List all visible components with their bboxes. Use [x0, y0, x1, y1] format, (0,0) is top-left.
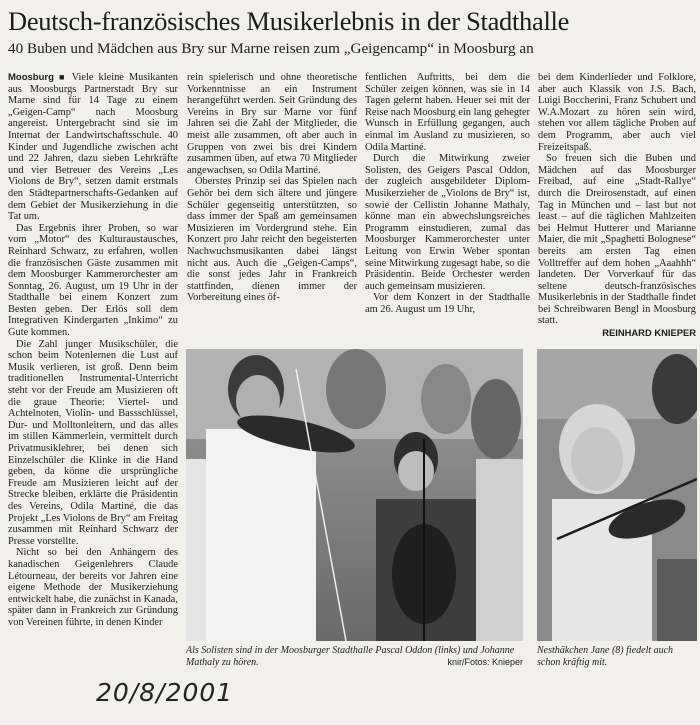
paragraph-text: Viele kleine Musikanten aus Moosburgs Partnerstadt Bry sur Marne sind für 14 Tage zu einem „Geigen-Camp“ nach Moosburg angereist. Untergebracht sind sie im Internat der Landwirtschaftsschule. 40 Kinder und Jugendliche zwischen acht und 22 Jahren, dazu sieben Lehrkräfte und vier Betreuer des Vereins „Les Violons de Bry“, setzen damit erstmals den Städtepartnerschafts-Gedanken auf dem Gebiet der Musikerziehung in die Tat um.	[8, 72, 178, 223]
photo-credit: knir/Fotos: Knieper	[447, 656, 523, 667]
paragraph: So freuen sich die Buben und Mädchen auf das Moosburger Freibad, auf eine „Stadt-Rallye“ durch die Dreirosenstadt, auf einen Tag in München und – last but not least – auf die täglichen Mahlzeiten bei Helmut Hutterer und Marianne Maier, die mit „Spaghetti Bolognese“ bereits am ersten Tag einen Volltreffer auf dem hohen „Aaahhh“ landeten. Der Vorverkauf für das seltene deutsch-französisches Musikerlebnis in der Stadthalle findet bei Schreibwaren Bengl in Moosburg statt.	[538, 153, 696, 327]
text-column-3	[365, 72, 530, 315]
paragraph: rein spielerisch und ohne theoretische Vorkenntnisse an ein Instrument herangeführt werden. Seit Gründung des Vereins in Bry sur Marne vor fünf Jahren sei die Zahl der Mitglieder, die meist alle zusammen, oft aber auch in Gruppen von zwei bis drei Kindern zusammen üben, auf etwa 70 Mitglieder angewachsen, so Odila Martiné.	[187, 72, 357, 176]
paragraph: fentlichen Auftritts, bei dem die Schüler zeigen können, was sie in 14 Tagen gelernt haben. Heuer sei mit der Reise nach Moosburg ein lang gehegter Wunsch in Erfüllung gegangen, auch einmal im Ausland zu musizieren, so Odila Martiné.	[365, 72, 530, 153]
text-column-2	[187, 72, 357, 304]
paragraph: Vor dem Konzert in der Stadthalle am 26. August um 19 Uhr,	[365, 292, 530, 315]
caption-main	[186, 645, 523, 668]
paragraph: Das Ergebnis ihrer Proben, so war vom „Motor“ des Kulturaustausches, Reinhard Schwarz, zu erfahren, wollen die französischen Gäste zusammen mit dem Moosburger Kammerorchester am Sonntag, 26. August, um 19 Uhr in der Stadthalle bei einem Konzert zum Besten geben. Der Erlös soll dem Integrativen Kindergarten „Inkimo“ zu Gute kommen.	[8, 222, 178, 339]
paragraph: Die Zahl junger Musikschüler, die schon beim Notenlernen die Lust auf Musik verlieren, ist groß. Denn beim traditionellen Instrumental-Unterricht steht vor der Freude am Musizieren oft die graue Theorie: Viertel- und Achtelnoten, Violin- und Bassschlüssel, Dur- und Molltonleitern, und das alles im stillen Kämmerlein, vermittelt durch Privatmusiklehrer, bei denen sich Einzelschüler die Klinke in die Hand geben, da könne die ursprüngliche Freude am Musizieren leicht auf der Strecke bleiben, erklärte die Präsidentin des Vereins, Odila Martiné, die das Projekt „Les Violons de Bry“ am Freitag zusammen mit Reinhard Schwarz der Presse vorstellte.	[8, 338, 178, 547]
caption-side: Nesthäkchen Jane (8) fiedelt auch schon kräftig mit.	[537, 645, 674, 668]
caption-text: Als Solisten sind in der Moosburger Stadthalle Pascal Oddon (links) und Johanne Mathaly zu hören.	[186, 645, 515, 668]
text-column-4	[538, 72, 696, 339]
paragraph	[8, 72, 178, 223]
author-byline: REINHARD KNIEPER	[602, 327, 696, 339]
text-column-1	[8, 72, 178, 629]
paragraph: Durch die Mitwirkung zweier Solisten, des Geigers Pascal Oddon, der zugleich ausgebildeter Diplom-Musikerzieher de „Violons de Bry“ ist, sowie der Cellistin Johanne Mathaly, könne man ein abwechslungsreiches Programm einstudieren, zumal das Moosburger Kammerorchester unter Leitung von Erwin Weber spontan seine Mitwirkung zugesagt habe, so die Präsidentin. Beide Orchester werden auch gemeinsam musizieren.	[365, 153, 530, 292]
photo-main-violinists	[186, 349, 523, 641]
handwritten-date: 20/8/2001	[96, 678, 234, 707]
photo-side-girl-violin	[537, 349, 697, 641]
paragraph: Nicht so bei den Anhängern des kanadischen Geigenlehrers Claude Létourneau, der bereits vor Jahren eine eigene Methode der Musikerziehung entwickelt habe, die zunächst in Kanada, später dann in Frankreich zur Gründung von Vereinen führte, in denen Kinder	[8, 547, 178, 628]
headline: Deutsch-französisches Musikerlebnis in der Stadthalle	[8, 6, 570, 36]
paragraph: bei dem Kinderlieder und Folklore, aber auch Klassik von J.S. Bach, Luigi Boccherini, Franz Schubert und W.A.Mozart zu hören sein wird, stehen vor allem tägliche Proben auf dem Programm, aber auch viel Freizeitspaß.	[538, 72, 696, 153]
dateline: Moosburg	[8, 72, 54, 83]
paragraph: Oberstes Prinzip sei das Spielen nach Gehör bei dem sich ältere und jüngere Schüler gegenseitig unterstützten, so dass immer der Spaß am gemeinsamen Musizieren im Vordergrund stehe. Ein Konzert pro Jahr reicht den begeisterten Nachwuchsmusikanten dabei längst nicht aus. Auch die „Geigen-Camps“, die sonst jedes Jahr in Frankreich stattfinden, dienen immer der Vorbereitung eines öf-	[187, 176, 357, 304]
subheadline: 40 Buben und Mädchen aus Bry sur Marne reisen zum „Geigencamp“ in Moosburg an	[8, 40, 534, 57]
bullet-square-icon: ■	[58, 72, 67, 82]
